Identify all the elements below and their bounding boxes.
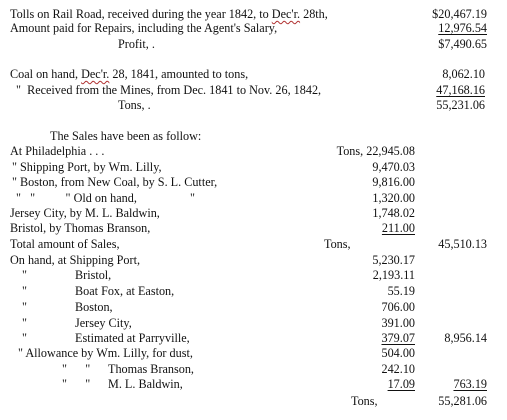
sales-total-amount: 45,510.13 <box>438 237 487 251</box>
on-hand-amount: 379.07 <box>381 331 415 345</box>
coal-total-label: Tons, . <box>118 98 151 112</box>
final-total-amount: 55,281.06 <box>438 394 487 408</box>
on-hand-amount: 706.00 <box>381 300 415 314</box>
on-hand-ditto-mark: " <box>22 268 27 282</box>
allowance-label: M. L. Baldwin, <box>108 377 183 391</box>
sales-row-ditto-mark: " <box>190 191 195 205</box>
coal-date-abbrev: Dec'r. <box>81 67 110 81</box>
allowance-amount: 17.09 <box>387 377 415 391</box>
tolls-date-abbrev: Dec'r. <box>271 7 301 21</box>
allowance-ditto-mark: " " <box>62 377 91 391</box>
sales-row-label: Jersey City, by M. L. Baldwin, <box>10 206 160 220</box>
final-total-unit: Tons, <box>351 394 378 408</box>
sales-total-label: Total amount of Sales, <box>10 237 120 251</box>
coal-line-2: " Received from the Mines, from Dec. 1841 to Nov. 26, 1842, <box>16 83 322 97</box>
tolls-profit-amount: $7,490.65 <box>438 37 487 51</box>
sales-total-unit: Tons, <box>324 237 351 251</box>
sales-row-label: " Boston, from New Coal, by S. L. Cutter, <box>12 175 218 189</box>
on-hand-amount: 5,230.17 <box>372 253 415 267</box>
on-hand-label: Estimated at Parryville, <box>75 331 190 345</box>
allowance-label: " Allowance by Wm. Lilly, for dust, <box>18 346 193 360</box>
allowance-ditto-mark: " " <box>62 362 91 376</box>
sales-row-label: At Philadelphia . . . <box>10 144 105 158</box>
sales-row-amount: 211.00 <box>381 221 415 235</box>
allowance-label: Thomas Branson, <box>108 362 194 376</box>
sales-heading: The Sales have been as follow: <box>50 129 202 143</box>
coal-received-amount: 47,168.16 <box>436 83 485 97</box>
sales-row-amount: Tons, 22,945.08 <box>336 144 415 158</box>
coal-on-hand-amount: 8,062.10 <box>442 67 485 81</box>
tolls-received-amount: $20,467.19 <box>432 7 487 21</box>
on-hand-ditto-mark: " <box>22 316 27 330</box>
on-hand-ditto-mark: " <box>22 300 27 314</box>
allowance-amount: 504.00 <box>381 346 415 360</box>
coal-total-amount: 55,231.06 <box>436 98 485 112</box>
on-hand-amount: 2,193.11 <box>372 268 415 282</box>
sales-row-amount: 1,748.02 <box>372 206 415 220</box>
on-hand-ditto-mark: " <box>22 284 27 298</box>
tolls-repairs-amount: 12,976.54 <box>438 21 487 35</box>
on-hand-amount: 55.19 <box>387 284 415 298</box>
tolls-line-1: Tolls on Rail Road, received during the year 1842, to Dec'r. 28th, <box>10 7 328 21</box>
tolls-line-2: Amount paid for Repairs, including the Agent's Salary, <box>10 21 278 35</box>
on-hand-ditto-mark: " <box>22 331 27 345</box>
allowance-amount: 242.10 <box>381 362 415 376</box>
sales-row-label: " " " Old on hand, <box>16 191 137 205</box>
on-hand-label: Boston, <box>75 300 113 314</box>
coal-line-1: Coal on hand, Dec'r. 28, 1841, amounted to tons, <box>10 67 249 81</box>
sales-row-amount: 9,816.00 <box>372 175 415 189</box>
sales-row-label: Bristol, by Thomas Branson, <box>10 221 151 235</box>
sales-row-amount: 1,320.00 <box>372 191 415 205</box>
on-hand-label: Boat Fox, at Easton, <box>75 284 175 298</box>
on-hand-label: On hand, at Shipping Port, <box>10 253 140 267</box>
on-hand-subtotal: 8,956.14 <box>444 331 487 345</box>
tolls-profit-label: Profit, . <box>118 37 155 51</box>
sales-row-amount: 9,470.03 <box>372 160 415 174</box>
on-hand-label: Jersey City, <box>75 316 132 330</box>
sales-row-label: " Shipping Port, by Wm. Lilly, <box>12 160 162 174</box>
allowance-subtotal: 763.19 <box>453 377 487 391</box>
on-hand-label: Bristol, <box>75 268 112 282</box>
on-hand-amount: 391.00 <box>381 316 415 330</box>
